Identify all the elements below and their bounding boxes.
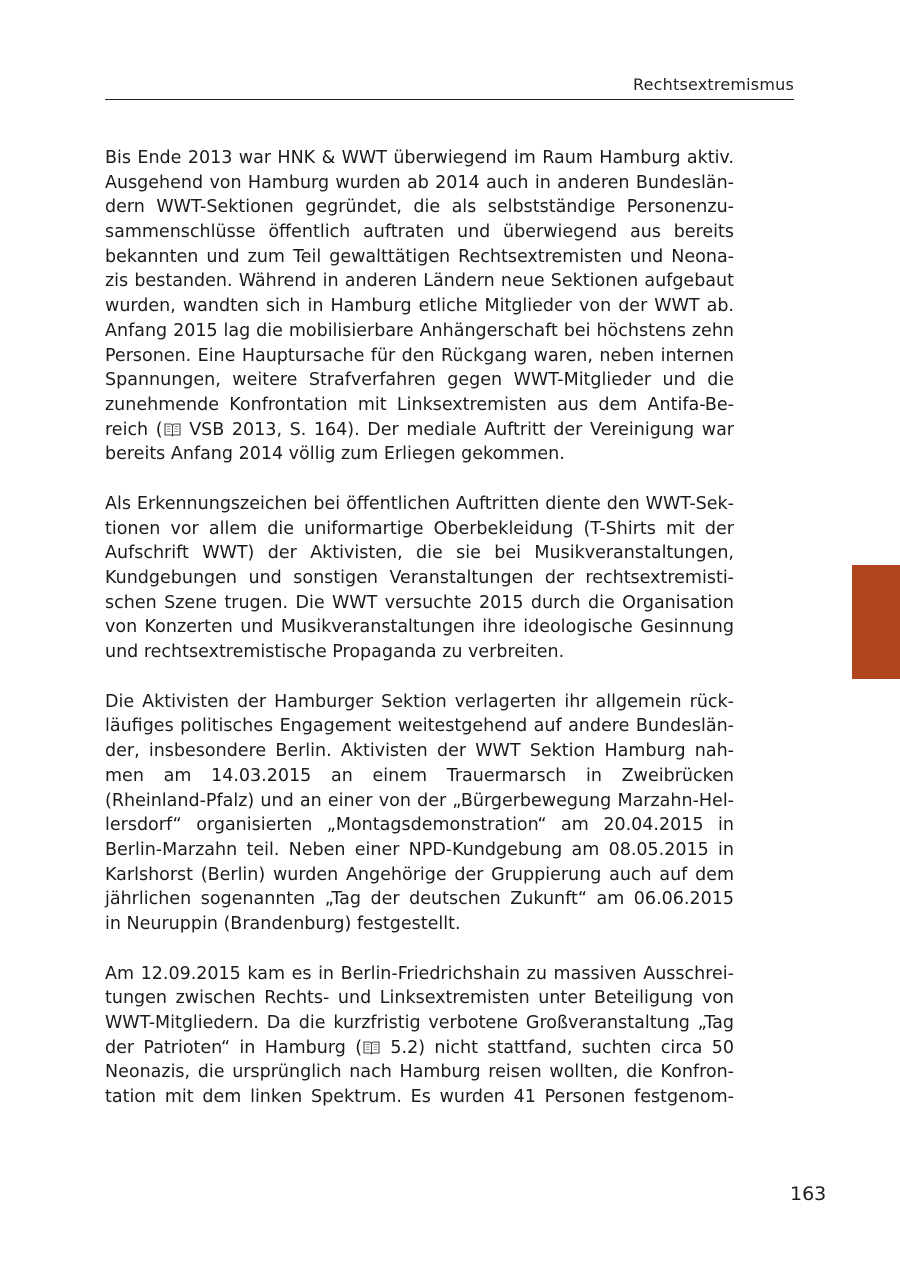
- text-fragment: VSB 2013, S. 164). Der mediale Auftritt der Vereinigung war: [181, 419, 734, 440]
- text-line: läufiges politisches Engagement weitestgehend auf andere Bundeslän-: [105, 716, 734, 737]
- open-book-icon: [363, 1040, 380, 1055]
- text-line: bereits Anfang 2014 völlig zum Erliegen gekommen.: [105, 444, 565, 465]
- text-line: zis bestanden. Während in anderen Ländern neue Sektionen aufgebaut: [105, 271, 734, 292]
- text-line: schen Szene trugen. Die WWT versuchte 2015 durch die Organisation: [105, 592, 734, 613]
- text-line: bekannten und zum Teil gewalttätigen Rechtsextremisten und Neona-: [105, 246, 734, 267]
- text-line: wurden, wandten sich in Hamburg etliche Mitglieder von der WWT ab.: [105, 296, 734, 317]
- text-line: jährlichen sogenannten „Tag der deutschen Zukunft“ am 06.06.2015: [105, 889, 734, 910]
- paragraph: [105, 492, 734, 665]
- text-line: WWT-Mitgliedern. Da die kurzfristig verbotene Großveranstaltung „Tag: [105, 1013, 734, 1033]
- text-line: Spannungen, weitere Strafverfahren gegen WWT-Mitglieder und die: [105, 370, 734, 391]
- body-text: [105, 146, 734, 1135]
- text-line: Am 12.09.2015 kam es in Berlin-Friedrichshain zu massiven Ausschrei-: [105, 963, 734, 984]
- text-line: Als Erkennungszeichen bei öffentlichen Auftritten diente den WWT-Sek-: [105, 493, 734, 514]
- text-fragment: reich (: [105, 419, 163, 440]
- text-line: Ausgehend von Hamburg wurden ab 2014 auch in anderen Bundeslän-: [105, 172, 734, 193]
- open-book-icon: [164, 422, 181, 437]
- chapter-thumb-tab: [852, 565, 900, 679]
- text-line: Karlshorst (Berlin) wurden Angehörige der Gruppierung auch auf dem: [105, 864, 734, 885]
- page-number: 163: [790, 1183, 827, 1205]
- text-line: in Neuruppin (Brandenburg) festgestellt.: [105, 913, 461, 934]
- paragraph: [105, 962, 734, 1110]
- text-line-with-reference: [105, 1036, 734, 1061]
- paragraph: [105, 690, 734, 937]
- section-title: Rechtsextremismus: [633, 75, 794, 94]
- text-line: dern WWT-Sektionen gegründet, die als selbstständige Personenzu-: [105, 197, 734, 218]
- text-line: tungen zwischen Rechts- und Linksextremisten unter Beteiligung von: [105, 988, 734, 1009]
- text-line: lersdorf“ organisierten „Montagsdemonstration“ am 20.04.2015 in: [105, 815, 734, 836]
- text-line-with-reference: [105, 418, 734, 443]
- text-line: tionen vor allem die uniformartige Oberbekleidung (T-Shirts mit der: [105, 518, 734, 539]
- text-line: men am 14.03.2015 an einem Trauermarsch in Zweibrücken: [105, 765, 734, 786]
- text-line: (Rheinland-Pfalz) und an einer von der „Bürgerbewegung Marzahn-Hel-: [105, 790, 734, 811]
- text-fragment: der Patrioten“ in Hamburg (: [105, 1037, 363, 1058]
- text-line: Kundgebungen und sonstigen Veranstaltungen der rechtsextremisti-: [105, 568, 734, 588]
- text-line: von Konzerten und Musikveranstaltungen ihre ideologische Gesinnung: [105, 617, 734, 638]
- text-line: sammenschlüsse öffentlich auftraten und überwiegend aus bereits: [105, 222, 734, 243]
- running-header: [105, 74, 794, 100]
- text-line: Bis Ende 2013 war HNK & WWT überwiegend im Raum Hamburg aktiv.: [105, 148, 734, 168]
- text-line: Aufschrift WWT) der Aktivisten, die sie bei Musikveranstaltungen,: [105, 543, 734, 564]
- text-line: zunehmende Konfrontation mit Linksextremisten aus dem Antifa-Be-: [105, 394, 734, 415]
- text-line: der, insbesondere Berlin. Aktivisten der WWT Sektion Hamburg nah-: [105, 741, 734, 762]
- text-line: Die Aktivisten der Hamburger Sektion verlagerten ihr allgemein rück-: [105, 691, 734, 712]
- text-line: Berlin-Marzahn teil. Neben einer NPD-Kundgebung am 08.05.2015 in: [105, 839, 734, 860]
- text-line: Personen. Eine Hauptursache für den Rückgang waren, neben internen: [105, 345, 734, 366]
- paragraph: [105, 146, 734, 467]
- text-line: Neonazis, die ursprünglich nach Hamburg reisen wollten, die Konfron-: [105, 1062, 734, 1083]
- text-line: Anfang 2015 lag die mobilisierbare Anhängerschaft bei höchstens zehn: [105, 320, 734, 341]
- text-line: und rechtsextremistische Propaganda zu verbreiten.: [105, 642, 565, 663]
- text-line: tation mit dem linken Spektrum. Es wurden 41 Personen festgenom-: [105, 1087, 734, 1108]
- text-fragment: 5.2) nicht stattfand, suchten circa 50: [381, 1037, 735, 1058]
